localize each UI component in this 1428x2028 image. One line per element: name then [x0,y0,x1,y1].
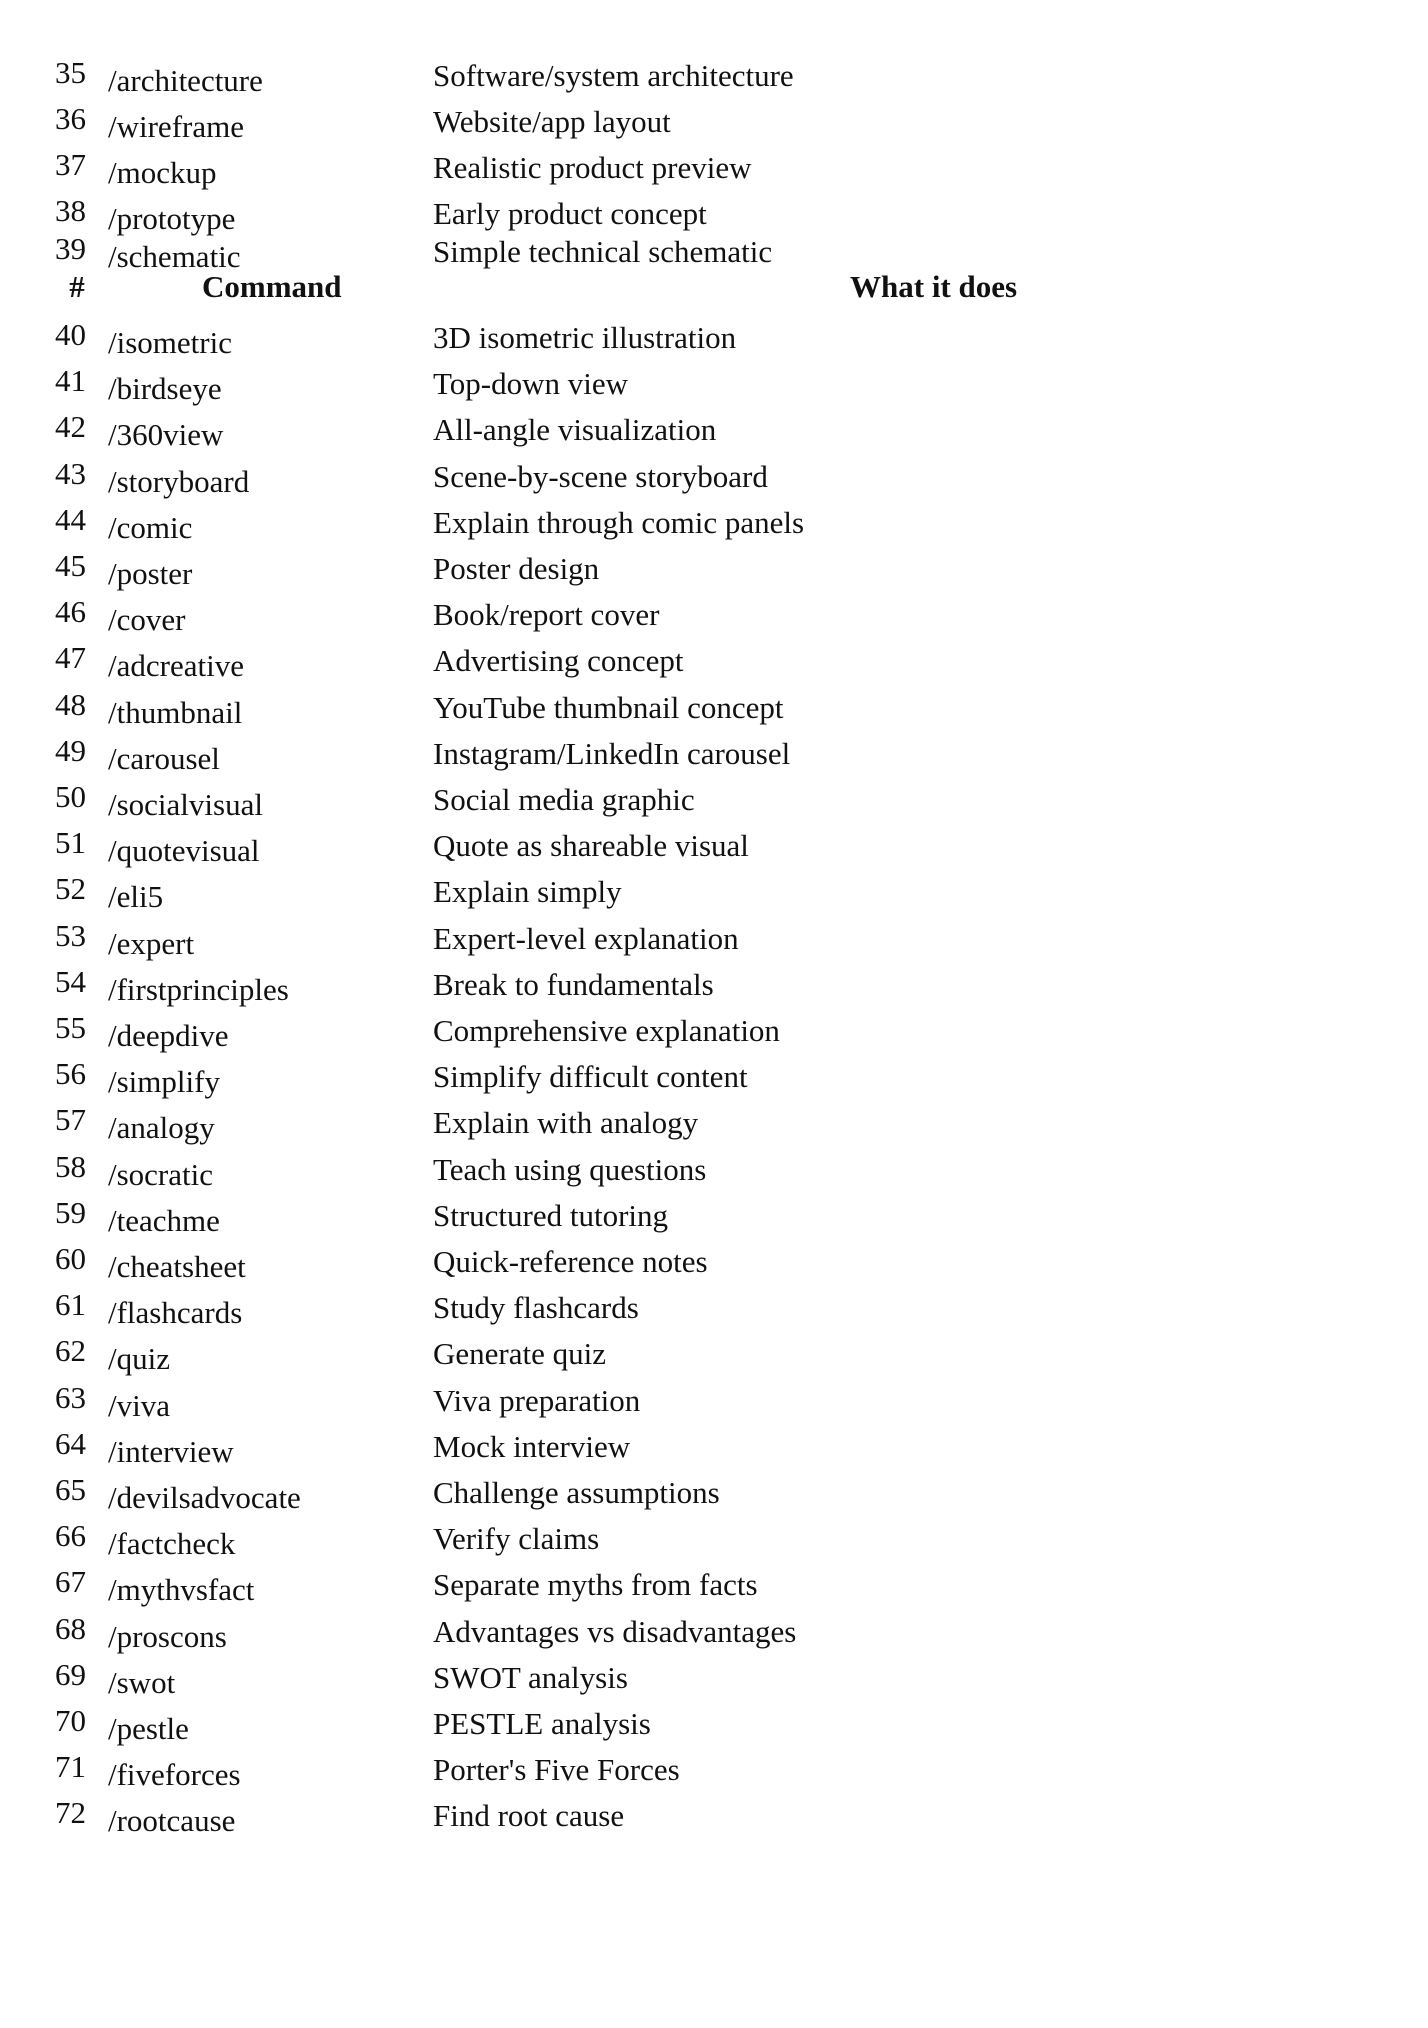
table-row [0,1057,1428,1103]
row-command: /firstprinciples [108,971,289,1007]
row-command: /expert [108,925,195,961]
row-description: Explain through comic panels [433,504,805,540]
row-command: /mockup [108,155,217,190]
row-command: /deepdive [108,1018,229,1053]
row-description: Instagram/LinkedIn carousel [433,735,791,771]
row-command: /quotevisual [108,833,260,869]
row-command: /carousel [108,740,220,776]
row-number: 37 [55,147,86,182]
row-command: /socialvisual [108,787,263,822]
table-row [0,1150,1428,1196]
row-number: 48 [55,686,86,722]
row-description: Simple technical schematic [433,234,773,269]
row-number: 71 [55,1749,86,1785]
row-number: 41 [55,363,86,399]
row-command: /pestle [108,1711,189,1746]
table-row [0,1288,1428,1334]
row-number: 40 [55,317,86,352]
row-number: 63 [55,1379,86,1415]
row-command: /architecture [108,63,263,98]
table-row [0,549,1428,595]
row-description: Porter's Five Forces [433,1752,680,1788]
row-description: Verify claims [433,1521,600,1557]
row-description: Advantages vs disadvantages [433,1613,797,1649]
row-command: /isometric [108,325,232,360]
row-command: /simplify [108,1064,220,1100]
row-description: Advertising concept [433,643,684,679]
table-row [0,457,1428,503]
row-number: 52 [55,871,86,907]
row-number: 58 [55,1148,86,1184]
row-number: 45 [55,548,86,583]
row-description: PESTLE analysis [433,1706,651,1741]
row-command: /flashcards [108,1295,243,1331]
row-description: Viva preparation [433,1382,641,1418]
row-description: Simplify difficult content [433,1059,748,1095]
row-command: /eli5 [108,879,164,915]
row-number: 43 [55,455,86,491]
row-number: 59 [55,1194,86,1230]
row-description: Quote as shareable visual [433,828,749,864]
row-number: 61 [55,1287,86,1323]
row-command: /wireframe [108,109,244,144]
table-row [0,102,1428,148]
table-row [0,318,1428,364]
row-command: /rootcause [108,1803,236,1839]
row-command: /teachme [108,1202,220,1238]
row-number: 35 [55,55,86,90]
table-row [0,1427,1428,1473]
row-description: YouTube thumbnail concept [433,689,784,725]
row-command: /socratic [108,1156,214,1192]
row-description: Study flashcards [433,1290,639,1326]
header-number: # [69,269,85,304]
table-row [0,734,1428,780]
table-row [0,410,1428,456]
row-command: /interview [108,1433,234,1469]
row-description: Structured tutoring [433,1197,669,1233]
row-command: /proscons [108,1618,227,1654]
row-command: /thumbnail [108,694,243,730]
row-description: Social media graphic [433,782,695,817]
row-description: Explain with analogy [433,1105,699,1141]
row-description: Scene-by-scene storyboard [433,458,768,494]
row-description: Mock interview [433,1428,631,1464]
table-row [0,595,1428,641]
header-command: Command [202,269,342,304]
row-command: /analogy [108,1110,215,1146]
row-number: 42 [55,409,86,445]
row-description: Expert-level explanation [433,920,739,956]
row-command: /poster [108,556,193,591]
row-number: 36 [55,101,86,136]
row-command: /cheatsheet [108,1249,246,1284]
row-command: /schematic [108,239,241,274]
row-description: Book/report cover [433,597,660,633]
table-row [0,1473,1428,1519]
table-row [0,1011,1428,1057]
row-number: 64 [55,1425,86,1461]
row-command: /adcreative [108,648,244,684]
row-description: Separate myths from facts [433,1567,758,1603]
row-number: 57 [55,1102,86,1138]
row-description: Quick-reference notes [433,1244,708,1279]
table-row [0,688,1428,734]
table-row [0,641,1428,687]
row-description: 3D isometric illustration [433,320,737,355]
row-number: 69 [55,1656,86,1692]
table-row [0,1658,1428,1704]
table-row [0,1519,1428,1565]
row-number: 50 [55,779,86,814]
row-command: /mythvsfact [108,1572,255,1608]
row-command: /storyboard [108,463,250,499]
row-command: /birdseye [108,371,222,407]
table-row [0,1381,1428,1427]
table-row [0,1242,1428,1288]
row-description: Website/app layout [433,104,671,139]
row-number: 66 [55,1518,86,1554]
row-command: /swot [108,1664,176,1700]
row-description: All-angle visualization [433,412,717,448]
row-number: 39 [55,231,86,266]
row-description: Comprehensive explanation [433,1013,780,1048]
row-number: 60 [55,1241,86,1276]
row-number: 55 [55,1010,86,1045]
table-row [0,364,1428,410]
row-description: Challenge assumptions [433,1475,720,1510]
table-header [0,267,1428,307]
table-row [0,826,1428,872]
table-row [0,56,1428,102]
row-command: /comic [108,509,193,545]
table-row [0,1334,1428,1380]
row-command: /factcheck [108,1526,236,1562]
row-command: /cover [108,602,186,638]
row-number: 46 [55,594,86,630]
table-row [0,1704,1428,1750]
table-row [0,919,1428,965]
row-number: 62 [55,1333,86,1369]
table-row [0,1750,1428,1796]
row-description: Software/system architecture [433,58,794,93]
row-description: Generate quiz [433,1336,606,1372]
table-row [0,1796,1428,1842]
table-row [0,965,1428,1011]
table-row [0,872,1428,918]
table-row [0,780,1428,826]
row-description: Poster design [433,551,600,586]
row-number: 72 [55,1795,86,1831]
row-number: 54 [55,963,86,999]
row-number: 53 [55,917,86,953]
row-description: Teach using questions [433,1151,707,1187]
row-number: 44 [55,501,86,537]
row-command: /quiz [108,1341,170,1377]
row-command: /viva [108,1387,170,1423]
row-number: 38 [55,193,86,228]
table-row [0,1565,1428,1611]
row-number: 70 [55,1703,86,1738]
row-description: Break to fundamentals [433,966,714,1002]
row-number: 67 [55,1564,86,1600]
row-number: 65 [55,1472,86,1507]
row-command: /prototype [108,201,236,236]
row-number: 49 [55,732,86,768]
row-description: Find root cause [433,1798,625,1834]
row-number: 51 [55,825,86,861]
row-number: 47 [55,640,86,676]
row-number: 56 [55,1056,86,1092]
table-row [0,503,1428,549]
header-description: What it does [850,269,1018,304]
row-description: Early product concept [433,196,707,231]
row-description: SWOT analysis [433,1659,628,1695]
table-row [0,1196,1428,1242]
table-row [0,1612,1428,1658]
table-row [0,148,1428,194]
row-description: Explain simply [433,874,622,910]
row-description: Realistic product preview [433,150,752,185]
row-command: /fiveforces [108,1757,241,1793]
row-number: 68 [55,1610,86,1646]
row-command: /devilsadvocate [108,1480,301,1515]
table-row [0,1103,1428,1149]
row-command: /360view [108,417,224,453]
row-description: Top-down view [433,366,628,402]
